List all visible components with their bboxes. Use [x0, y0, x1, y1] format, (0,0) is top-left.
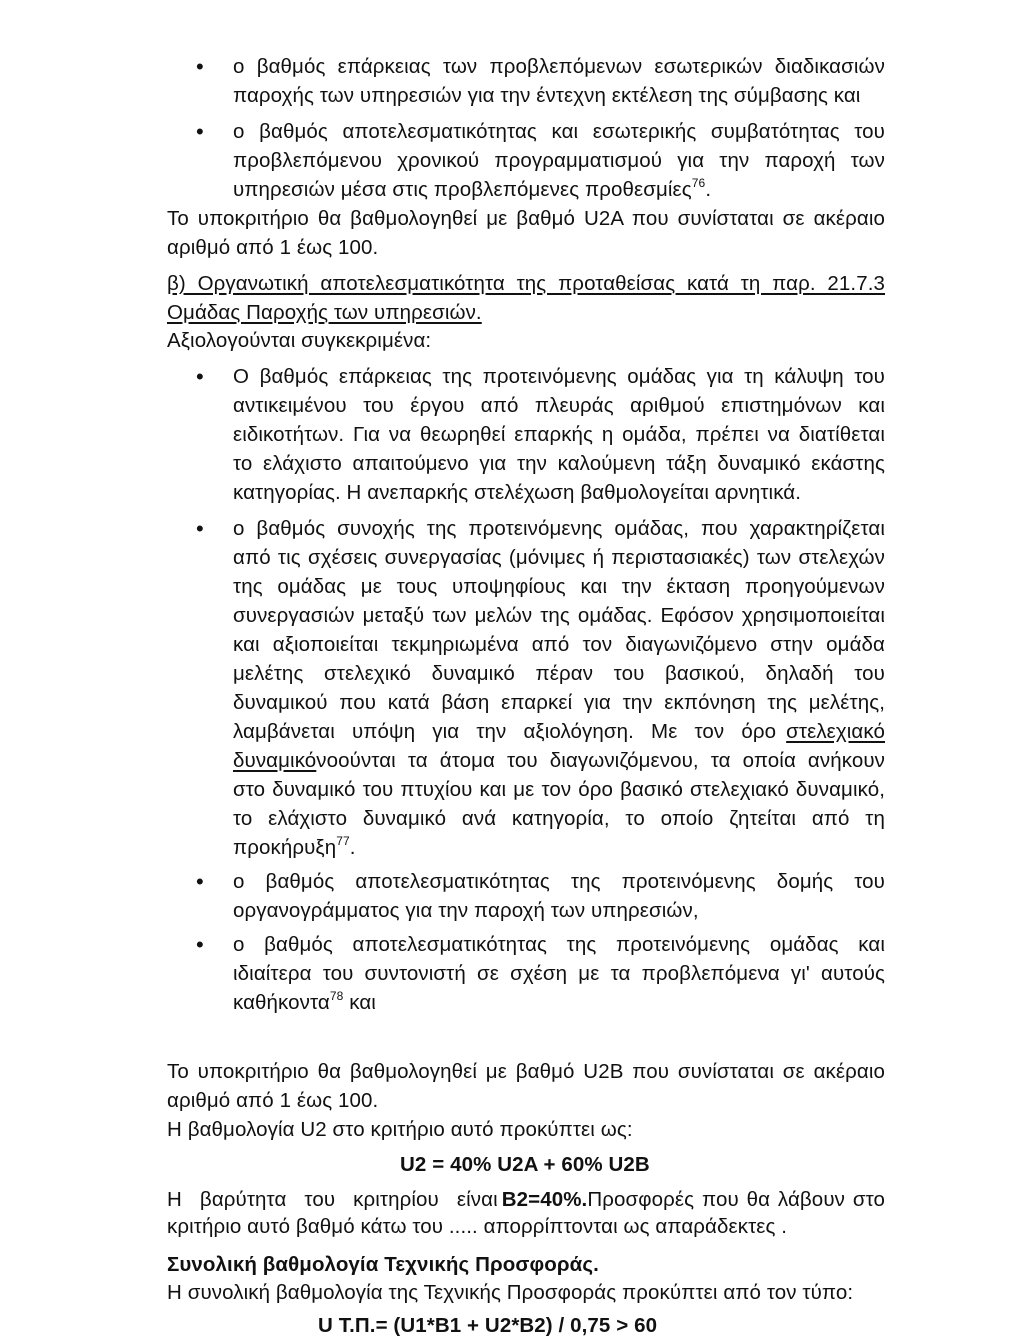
- section-b-heading-line-1: β) Οργανωτική αποτελεσματικότητα της προταθείσας κατά τη παρ. 21.7.3: [167, 272, 885, 295]
- b-bullet-1-line-3: ειδικοτήτων. Για να θεωρηθεί επαρκής η ομάδα, πρέπει να διατίθεται: [233, 423, 885, 446]
- footnote-ref-76[interactable]: 76: [691, 176, 706, 190]
- b-bullet-2-line-6: μελέτης στελεχικό δυναμικό πέραν του βασικού, δηλαδή του: [233, 662, 885, 685]
- b-bullet-3-line-2: οργανογράμματος για την παροχή των υπηρεσιών,: [233, 899, 699, 922]
- b-bullet-2-line-7: δυναμικού που κατά βάση επαρκεί για την εκπόνηση της μελέτης,: [233, 691, 885, 714]
- footnote-ref-78[interactable]: 78: [329, 989, 344, 1003]
- b-bullet-2-line-4: συνεργασιών μεταξύ των μελών της ομάδας. Εφόσον χρησιμοποιείται: [233, 604, 885, 627]
- b-bullet-2-line-3: της ομάδας με τους υποψηφίους και την έκταση προηγούμενων: [233, 575, 885, 598]
- total-score-text: Η συνολική βαθμολογία της Τεχνικής Προσφοράς προκύπτει από τον τύπο:: [167, 1281, 854, 1304]
- bullet-marker: •: [196, 119, 204, 144]
- b-bullet-1-line-5: κατηγορίας. Η ανεπαρκής στελέχωση βαθμολογείται αρνητικά.: [233, 481, 802, 504]
- b-bullet-2-line-2: από τις σχέσεις συνεργασίας (μόνιμες ή περιστασιακές) των στελεχών: [233, 546, 885, 569]
- top-bullet-2-line-1: ο βαθμός αποτελεσματικότητας και εσωτερικής συμβατότητας του: [233, 120, 885, 143]
- b-bullet-2-line-12: προκήρυξη$^{77}$.: [233, 834, 356, 859]
- top-bullet-1-line-2: παροχής των υπηρεσιών για την έντεχνη εκτέλεση της σύμβασης και: [233, 84, 861, 107]
- bullet-marker: •: [196, 364, 204, 389]
- weight-line-1: Η βαρύτητα του κριτηρίου είναι B2=40%. Προσφορές που θα λάβουν στο: [167, 1188, 885, 1211]
- b-bullet-3-line-1: ο βαθμός αποτελεσματικότητας της προτεινόμενης δομής του: [233, 870, 885, 893]
- footnote-ref-77[interactable]: 77: [336, 834, 350, 848]
- bullet-marker: •: [196, 54, 204, 79]
- b-bullet-2-line-11: το ελάχιστο δυναμικό ανά κατηγορία, το οποίο ζητείται από τη: [233, 807, 885, 830]
- b-bullet-2-line-1: ο βαθμός συνοχής της προτεινόμενης ομάδας, που χαρακτηρίζεται: [233, 517, 885, 540]
- top-bullet-1-line-1: ο βαθμός επάρκειας των προβλεπόμενων εσωτερικών διαδικασιών: [233, 55, 885, 78]
- total-score-heading: Συνολική βαθμολογία Τεχνικής Προσφοράς.: [167, 1253, 599, 1276]
- b-bullet-2-line-10: στο δυναμικό του πτυχίου και με τον όρο βασικό στελεχιακό δυναμικό,: [233, 778, 885, 801]
- section-b-heading-line-2: Ομάδας Παροχής των υπηρεσιών.: [167, 301, 482, 324]
- u2b-paragraph-line-1: Το υποκριτήριο θα βαθμολογηθεί με βαθμό U2B που συνίσταται σε ακέραιο: [167, 1060, 885, 1083]
- weight-line-2: κριτήριο αυτό βαθμό κάτω του ..... απορρίπτονται ως απαράδεκτες .: [167, 1215, 788, 1238]
- bullet-marker: •: [196, 869, 204, 894]
- b-bullet-1-line-1: Ο βαθμός επάρκειας της προτεινόμενης ομάδας για τη κάλυψη του: [233, 365, 885, 388]
- b-bullet-4-line-3: καθήκοντα$^{78}$ και: [233, 989, 376, 1014]
- b-bullet-2-line-9: δυναμικό νοούνται τα άτομα του διαγωνιζόμενου, τα οποία ανήκουν: [233, 749, 885, 772]
- section-b-intro: Αξιολογούνται συγκεκριμένα:: [167, 329, 432, 352]
- b-bullet-4-line-1: ο βαθμός αποτελεσματικότητας της προτεινόμενης ομάδας και: [233, 933, 885, 956]
- u2-formula: U2 = 40% U2A + 60% U2B: [400, 1153, 650, 1176]
- b-bullet-4-line-2: ιδιαίτερα του συντονιστή σε σχέση με τα προβλεπόμενα γι' αυτούς: [233, 962, 885, 985]
- u2b-paragraph-line-2: αριθμό από 1 έως 100.: [167, 1089, 379, 1112]
- b-bullet-2-line-5: και αξιοποιείται τεκμηριωμένα από τον διαγωνιζόμενο στην ομάδα: [233, 633, 885, 656]
- bullet-marker: •: [196, 516, 204, 541]
- u2-intro: Η βαθμολογία U2 στο κριτήριο αυτό προκύπτει ως:: [167, 1118, 633, 1141]
- b-bullet-1-line-2: αντικειμένου του έργου από πλευράς αριθμού επιστημόνων και: [233, 394, 885, 417]
- top-bullet-2-line-2: προβλεπόμενου χρονικού προγραμματισμού για την παροχή των: [233, 149, 885, 172]
- top-bullet-2-line-3: υπηρεσιών μέσα στις προβλεπόμενες προθεσμίες$^{76}$.: [233, 176, 712, 201]
- bullet-marker: •: [196, 932, 204, 957]
- b-bullet-2-line-8: λαμβάνεται υπόψη για την αξιολόγηση. Με τον όρο στελεχιακό: [233, 720, 885, 743]
- u2a-paragraph-line-1: Το υποκριτήριο θα βαθμολογηθεί με βαθμό U2A που συνίσταται σε ακέραιο: [167, 207, 885, 230]
- b-bullet-1-line-4: το ελάχιστο απαιτούμενο για την καλούμενη τάξη δυναμικό εκάστης: [233, 452, 885, 475]
- total-formula: U Τ.Π.= (U1*B1 + U2*B2) / 0,75 > 60: [318, 1314, 658, 1337]
- u2a-paragraph-line-2: αριθμό από 1 έως 100.: [167, 236, 379, 259]
